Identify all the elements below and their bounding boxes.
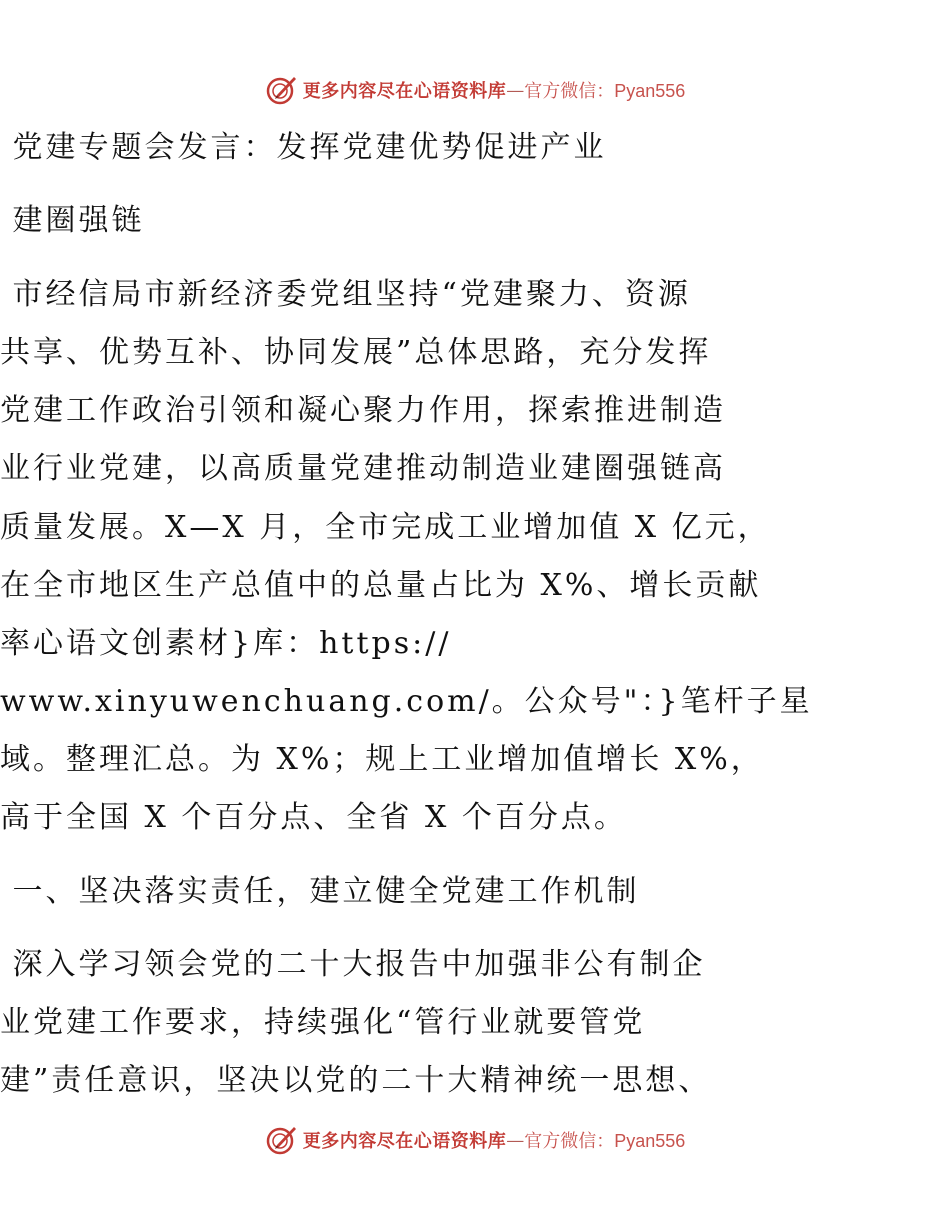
intro-line-1: 市经信局市新经济委党组坚持“党建聚力、资源 — [0, 277, 691, 312]
intro-line-7: 率心语文创素材}库：https:// — [0, 626, 452, 661]
section1-line-2: 业党建工作要求，持续强化“管行业就要管党 — [0, 1005, 646, 1040]
section1-heading: 一、坚决落实责任，建立健全党建工作机制 — [0, 874, 640, 909]
document-title-line-2: 建圈强链 — [0, 203, 145, 238]
quill-seal-logo-icon — [265, 1123, 299, 1157]
footer-banner-wechat-text: 官方微信：Pyan556 — [524, 1131, 686, 1151]
intro-line-6: 在全市地区生产总值中的总量占比为 X%、增长贡献 — [0, 568, 762, 603]
intro-line-2: 共享、优势互补、协同发展”总体思路，充分发挥 — [0, 335, 712, 370]
header-banner — [0, 70, 950, 110]
section1-line-3: 建”责任意识，坚决以党的二十大精神统一思想、 — [0, 1063, 712, 1098]
intro-line-3: 党建工作政治引领和凝心聚力作用，探索推进制造 — [0, 393, 726, 428]
banner-main-text: 更多内容尽在心语资料库 — [302, 81, 507, 102]
banner-separator: — — [506, 79, 525, 101]
banner-wechat-text: 官方微信：Pyan556 — [524, 81, 686, 101]
intro-line-4: 业行业党建，以高质量党建推动制造业建圈强链高 — [0, 451, 726, 486]
intro-line-5: 质量发展。X—X 月，全市完成工业增加值 X 亿元， — [0, 510, 771, 545]
footer-banner — [0, 1120, 950, 1160]
footer-banner-separator: — — [506, 1129, 525, 1151]
intro-line-10: 高于全国 X 个百分点、全省 X 个百分点。 — [0, 800, 627, 835]
section1-line-1: 深入学习领会党的二十大报告中加强非公有制企 — [0, 947, 706, 982]
quill-seal-logo-icon — [265, 73, 299, 107]
intro-line-9: 域。整理汇总。为 X%；规上工业增加值增长 X%， — [0, 742, 764, 777]
footer-banner-main-text: 更多内容尽在心语资料库 — [302, 1131, 507, 1152]
intro-line-8: www.xinyuwenchuang.com/。公众号"：}笔杆子星 — [0, 684, 813, 719]
document-title-line-1: 党建专题会发言：发挥党建优势促进产业 — [0, 130, 607, 165]
